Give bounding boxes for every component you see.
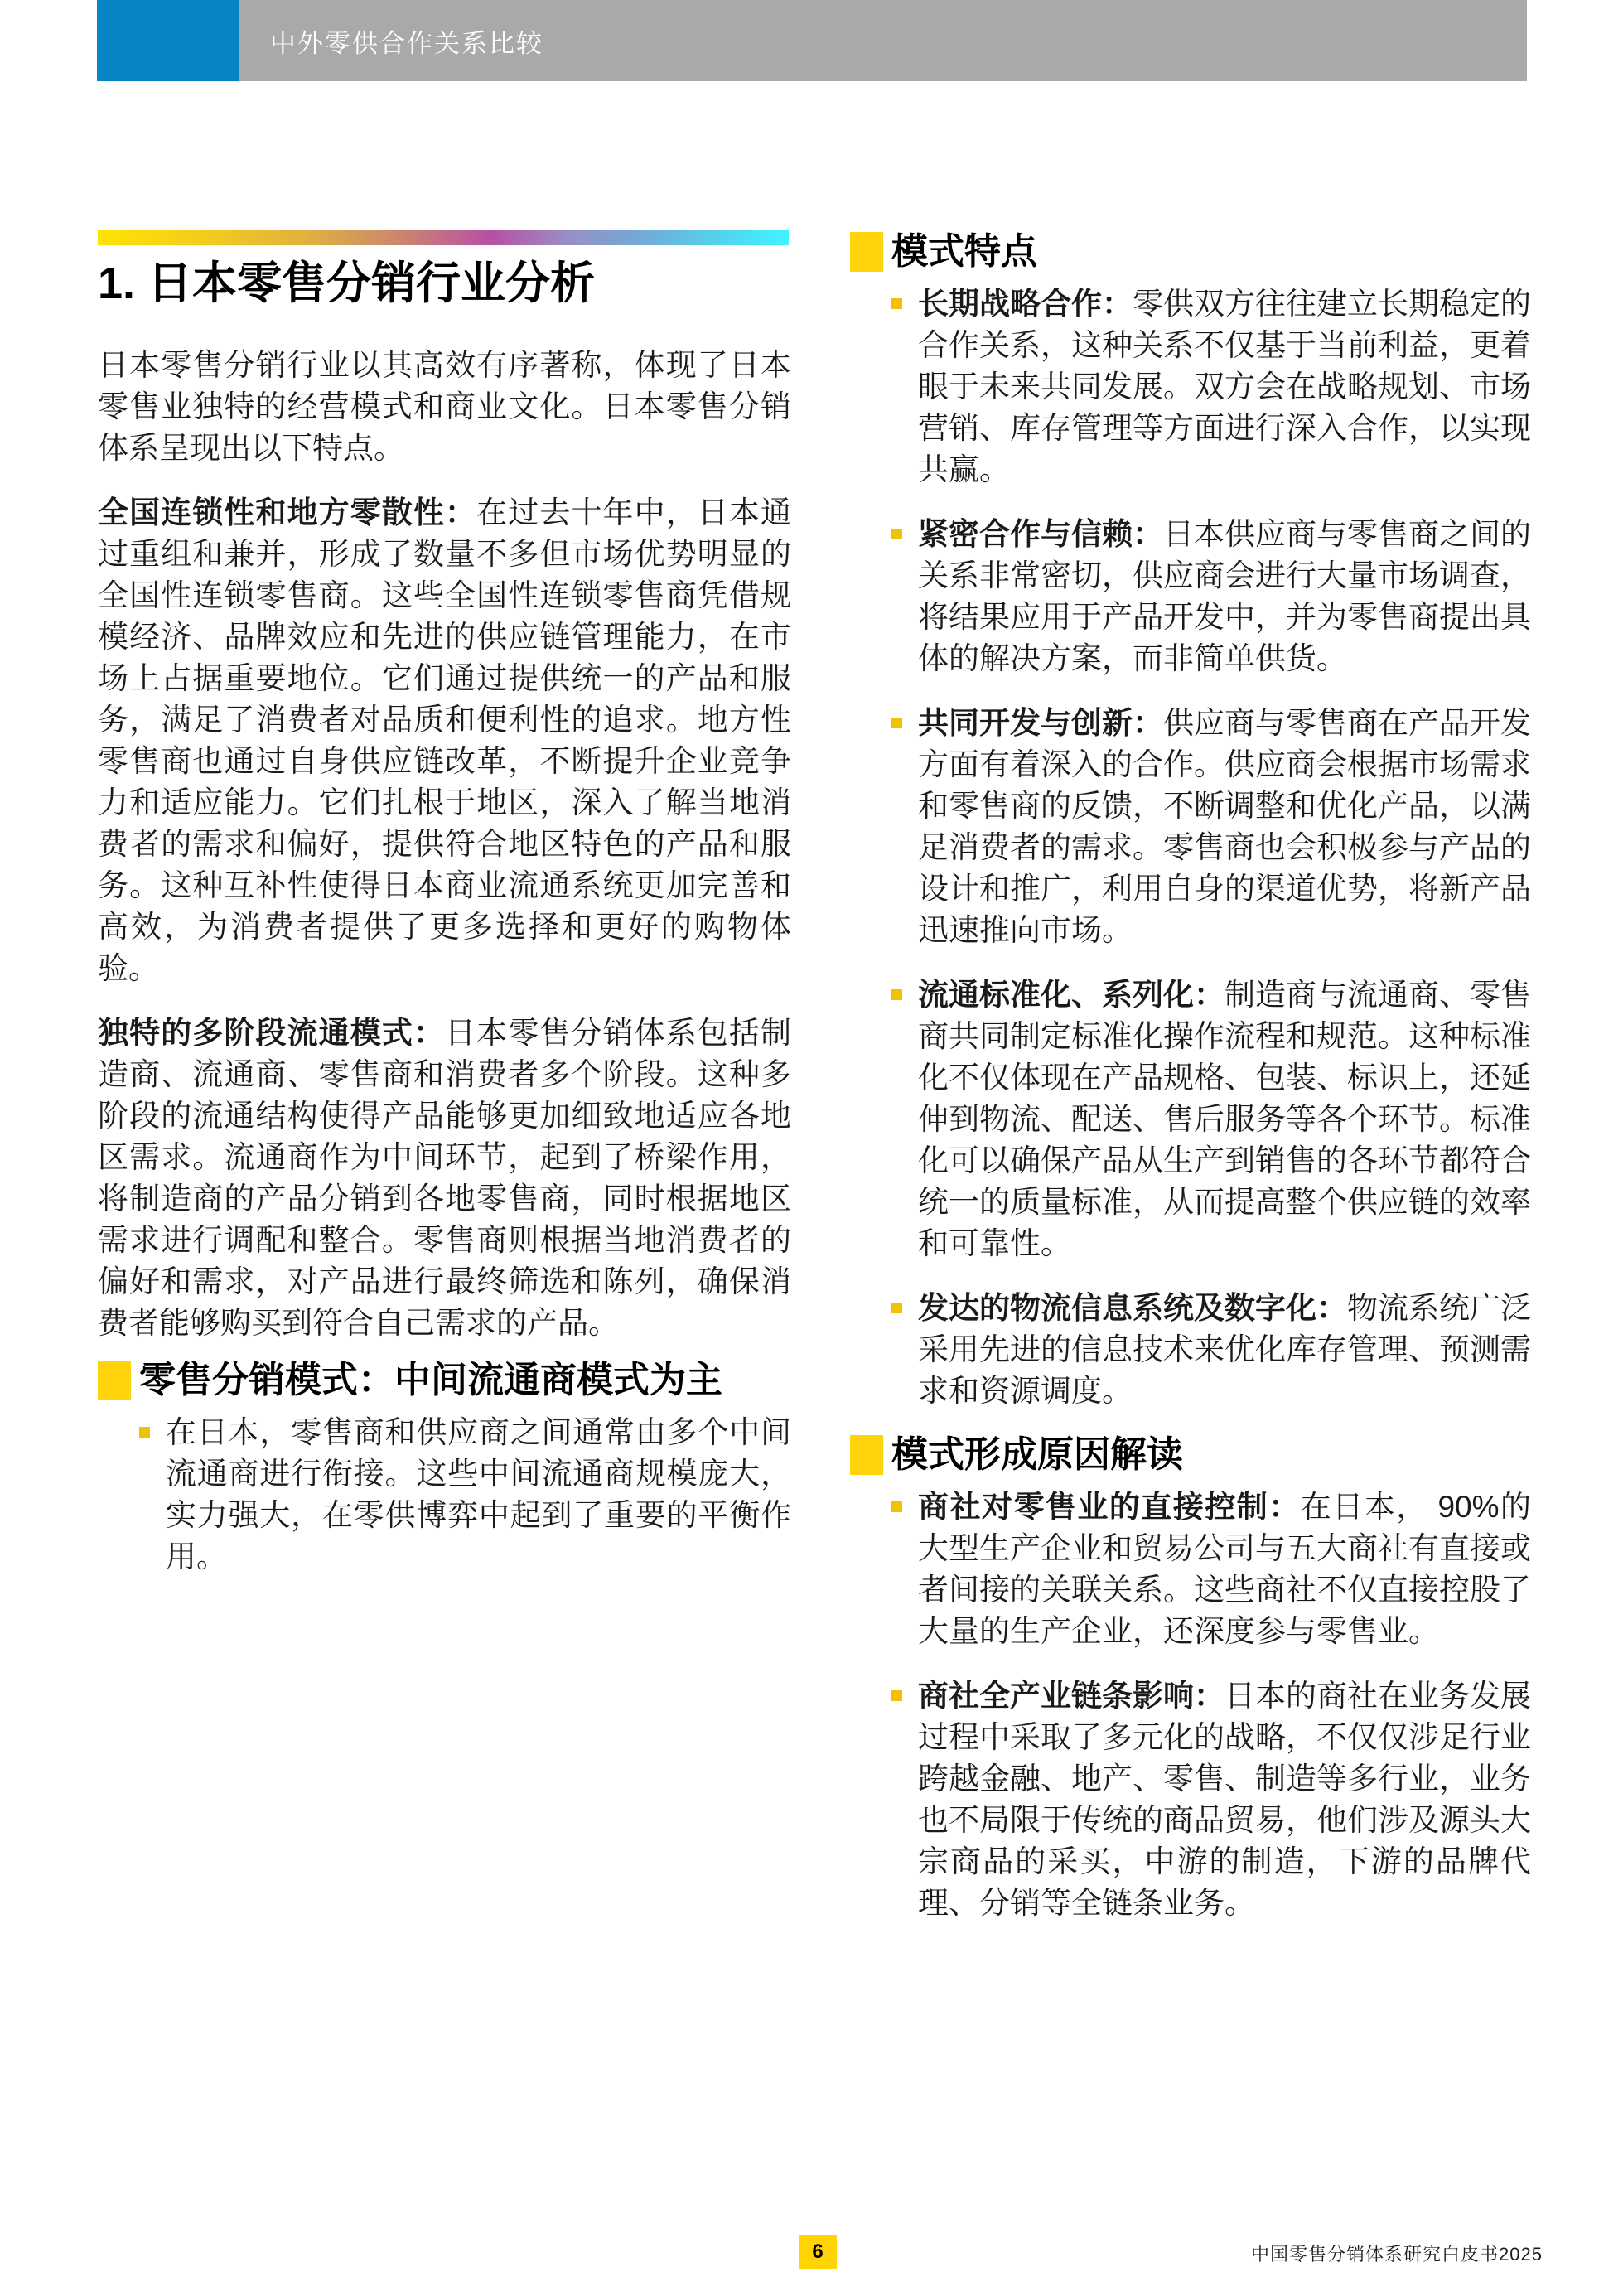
bullet-square-icon bbox=[891, 1690, 902, 1701]
bullet-lead: 长期战略合作： bbox=[918, 287, 1133, 321]
paragraph-lead: 独特的多阶段流通模式： bbox=[98, 1016, 446, 1050]
bullet-square-icon bbox=[891, 1501, 902, 1512]
paragraph-lead: 全国连锁性和地方零散性： bbox=[98, 495, 477, 529]
page-header bbox=[97, 0, 1527, 81]
subsection-heading: 零售分销模式：中间流通商模式为主 bbox=[139, 1360, 722, 1400]
paragraph bbox=[98, 1013, 791, 1344]
header-title: 中外零供合作关系比较 bbox=[270, 28, 543, 58]
intro-paragraph bbox=[98, 345, 791, 469]
bullet-text: 日本供应商与零售商之间的关系非常密切，供应商会进行大量市场调查，将结果应用于产品开发中，并为零售商提出具体的解决方案，而非简单供货。 bbox=[918, 517, 1531, 675]
bullet-item bbox=[850, 703, 1531, 951]
paragraph bbox=[98, 492, 791, 989]
yellow-square-icon bbox=[98, 1361, 131, 1400]
bullet-item bbox=[850, 1288, 1531, 1412]
bullet-lead: 紧密合作与信赖： bbox=[918, 517, 1163, 551]
paragraph-text: 在过去十年中，日本通过重组和兼并，形成了数量不多但市场优势明显的全国性连锁零售商。这些全国性连锁零售商凭借规模经济、品牌效应和先进的供应链管理能力，在市场上占据重要地位。它们通过提供统一的产品和服务，满足了消费者对品质和便利性的追求。地方性零售商也通过自身供应链改革，不断提升企业竞争力和适应能力。它们扎根于地区，深入了解当地消费者的需求和偏好，提供符合地区特色的产品和服务。这种互补性使得日本商业流通系统更加完善和高效，为消费者提供了更多选择和更好的购物体验。 bbox=[98, 495, 792, 985]
bullet-lead: 商社对零售业的直接控制： bbox=[918, 1490, 1301, 1524]
bullet-square-icon bbox=[891, 718, 902, 728]
bullet-text: 在日本， 90%的大型生产企业和贸易公司与五大商社有直接或者间接的关联关系。这些商社不仅直接控股了大量的生产企业，还深度参与零售业。 bbox=[918, 1490, 1532, 1648]
footer-book-title: 中国零售分销体系研究白皮书2025 bbox=[1251, 2244, 1543, 2265]
bullet-lead: 共同开发与创新： bbox=[918, 706, 1163, 740]
subsection-heading-row bbox=[98, 1361, 791, 1400]
bullet-lead: 商社全产业链条影响： bbox=[918, 1679, 1224, 1713]
paragraph-text: 日本零售分销体系包括制造商、流通商、零售商和消费者多个阶段。这种多阶段的流通结构使得产品能够更加细致地适应各地区需求。流通商作为中间环节，起到了桥梁作用，将制造商的产品分销到各地零售商，同时根据地区需求进行调配和整合。零售商则根据当地消费者的偏好和需求，对产品进行最终筛选和陈列，确保消费者能够购买到符合自己需求的产品。 bbox=[98, 1016, 791, 1340]
section-heading-row bbox=[850, 1435, 1531, 1475]
yellow-square-icon bbox=[850, 232, 883, 272]
bullet-text: 日本的商社在业务发展过程中采取了多元化的战略，不仅仅涉足行业跨越金融、地产、零售、制造等多行业，业务也不局限于传统的商品贸易，他们涉及源头大宗商品的采买，中游的制造，下游的品牌代理、分销等全链条业务。 bbox=[918, 1679, 1531, 1920]
bullet-text: 在日本，零售商和供应商之间通常由多个中间流通商进行衔接。这些中间流通商规模庞大，实力强大，在零供博弈中起到了重要的平衡作用。 bbox=[166, 1415, 791, 1573]
bullet-item bbox=[850, 283, 1531, 491]
bullet-square-icon bbox=[891, 989, 902, 1000]
bullet-item bbox=[850, 514, 1531, 679]
section-heading-row bbox=[850, 232, 1531, 272]
right-column bbox=[850, 232, 1531, 1947]
bullet-lead: 发达的物流信息系统及数字化： bbox=[918, 1291, 1347, 1325]
bullet-item bbox=[850, 1675, 1531, 1924]
bullet-item bbox=[850, 1486, 1531, 1652]
bullet-text: 物流系统广泛采用先进的信息技术来优化库存管理、预测需求和资源调度。 bbox=[918, 1291, 1531, 1408]
yellow-square-icon bbox=[850, 1435, 883, 1475]
bullet-lead: 流通标准化、系列化： bbox=[918, 978, 1224, 1012]
bullet-text: 制造商与流通商、零售商共同制定标准化操作流程和规范。这种标准化不仅体现在产品规格、包装、标识上，还延伸到物流、配送、售后服务等各个环节。标准化可以确保产品从生产到销售的各环节都符合统一的质量标准，从而提高整个供应链的效率和可靠性。 bbox=[918, 978, 1531, 1260]
bullet-square-icon bbox=[891, 1303, 902, 1313]
bullet-square-icon bbox=[891, 529, 902, 539]
bullet-item bbox=[850, 974, 1531, 1264]
header-accent-square bbox=[97, 0, 239, 81]
bullet-square-icon bbox=[139, 1427, 150, 1438]
bullet-square-icon bbox=[891, 298, 902, 309]
left-column bbox=[98, 230, 791, 1601]
section-heading: 模式形成原因解读 bbox=[891, 1434, 1183, 1475]
section-title: 1. 日本零售分销行业分析 bbox=[98, 259, 596, 308]
intro-text: 日本零售分销行业以其高效有序著称，体现了日本零售业独特的经营模式和商业文化。日本零售分销体系呈现出以下特点。 bbox=[98, 348, 791, 465]
bullet-text: 供应商与零售商在产品开发方面有着深入的合作。供应商会根据市场需求和零售商的反馈，不断调整和优化产品，以满足消费者的需求。零售商也会积极参与产品的设计和推广，利用自身的渠道优势，将新产品迅速推向市场。 bbox=[918, 706, 1531, 947]
page-number: 6 bbox=[812, 2240, 824, 2263]
bullet-item bbox=[98, 1412, 791, 1578]
title-gradient-bar bbox=[98, 230, 789, 245]
section-heading: 模式特点 bbox=[891, 231, 1037, 272]
page-number-badge bbox=[799, 2235, 837, 2269]
bullet-text: 零供双方往往建立长期稳定的合作关系，这种关系不仅基于当前利益，更着眼于未来共同发展。双方会在战略规划、市场营销、库存管理等方面进行深入合作，以实现共赢。 bbox=[918, 287, 1531, 486]
